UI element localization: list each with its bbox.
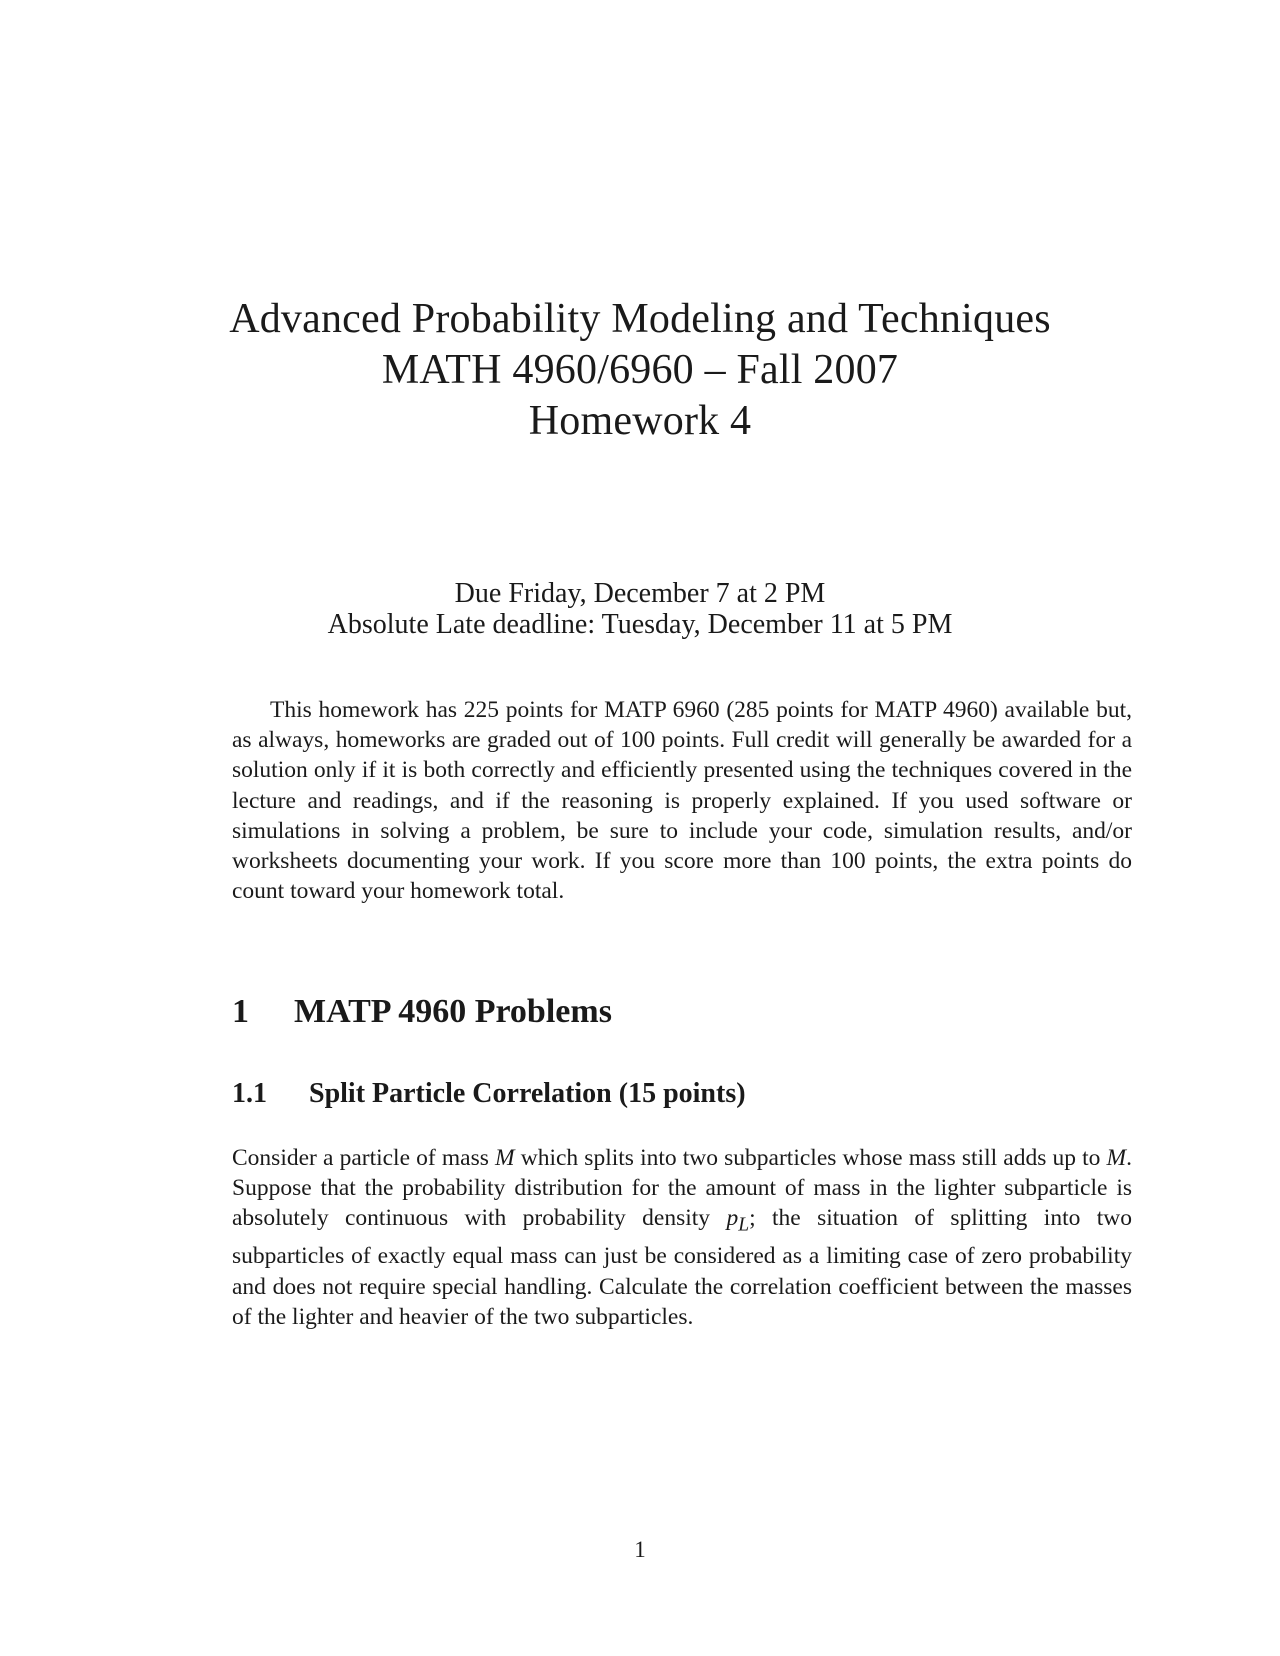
problem-paragraph — [232, 1143, 1132, 1332]
page-number: 1 — [634, 1537, 646, 1562]
subsection-heading — [232, 1077, 746, 1111]
problem-text-4: ; the situation of splitting into two subparticles of exactly equal mass can just be considered as a limiting case of zero probability and does not require special handling. Calculate the correlation coefficient between the masses of the lighter and heavier of the two subparticles. — [232, 1205, 1132, 1330]
subsection-number: 1.1 — [232, 1078, 267, 1109]
math-subscript-l: L — [738, 1215, 750, 1237]
section-heading — [232, 992, 612, 1032]
deadline-block — [0, 578, 1280, 640]
course-line: MATH 4960/6960 – Fall 2007 — [381, 347, 899, 393]
math-variable-m-2: M — [1106, 1145, 1127, 1171]
math-variable-p: p — [726, 1205, 739, 1232]
title-block — [0, 294, 1280, 447]
subsection-title: Split Particle Correlation (15 points) — [309, 1078, 746, 1109]
intro-paragraph: This homework has 225 points for MATP 6960 (285 points for MATP 4960) available but, as always, homeworks are graded out of 100 points. Full credit will generally be awarded for a solution only if it is both correctly and efficiently presented using the techniques covered in the lecture and readings, and if the reasoning is properly explained. If you used software or simulations in solving a problem, be sure to include your code, simulation results, and/or worksheets documenting your work. If you score more than 100 points, the extra points do count toward your homework total. — [232, 697, 1132, 905]
assignment-line: Homework 4 — [528, 398, 752, 444]
math-variable-m: M — [495, 1145, 515, 1171]
problem-text-3: . Suppose that the probability distribution for the amount of mass in the lighter subparticle is absolutely continuous with probability density — [232, 1145, 1132, 1232]
document-title: Advanced Probability Modeling and Techniques — [229, 296, 1051, 342]
section-title: MATP 4960 Problems — [294, 993, 612, 1030]
due-date: Due Friday, December 7 at 2 PM — [454, 578, 826, 609]
problem-text-2: which splits into two subparticles whose mass still adds up to — [514, 1145, 1107, 1171]
problem-text-1: Consider a particle of mass — [232, 1145, 496, 1171]
section-number: 1 — [232, 993, 249, 1030]
late-deadline: Absolute Late deadline: Tuesday, December 11 at 5 PM — [327, 609, 953, 640]
